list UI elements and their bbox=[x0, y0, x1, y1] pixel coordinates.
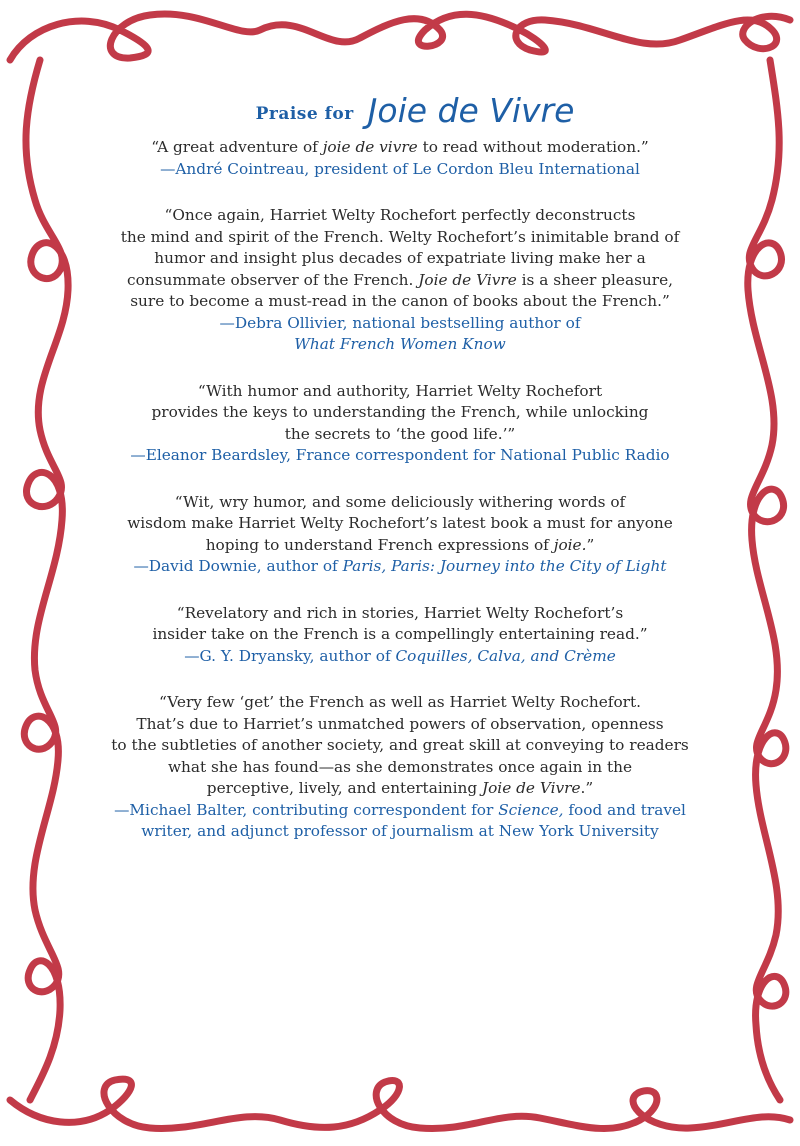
praise-page bbox=[100, 88, 700, 868]
blurb-quote bbox=[100, 381, 700, 446]
blurb-cointreau bbox=[100, 137, 700, 180]
quote-line: “Once again, Harriet Welty Rochefort perfectly deconstructs bbox=[164, 206, 636, 224]
quote-line: “Wit, wry humor, and some deliciously withering words of bbox=[174, 492, 626, 511]
quote-line: the mind and spirit of the French. Welty Rochefort’s inimitable brand of bbox=[120, 227, 680, 246]
quote-line: to the subtleties of another society, and great skill at conveying to readers bbox=[111, 736, 689, 754]
heading-lead: Praise for bbox=[255, 104, 354, 124]
blurb-quote bbox=[100, 692, 700, 800]
quote-line: hoping to understand French expressions of joie.” bbox=[205, 535, 595, 554]
blurb-quote bbox=[100, 205, 700, 313]
blurb-ollivier bbox=[100, 205, 700, 356]
quote-line: “A great adventure of joie de vivre to read without moderation.” bbox=[151, 138, 649, 156]
quote-line: “Very few ‘get’ the French as well as Harriet Welty Rochefort. bbox=[159, 693, 641, 711]
attribution-line: —Michael Balter, contributing correspondent for Science, food and travel bbox=[114, 800, 686, 819]
blurb-dryansky bbox=[100, 603, 700, 668]
blurb-quote bbox=[100, 603, 700, 646]
attribution-line: writer, and adjunct professor of journalism at New York University bbox=[141, 822, 659, 840]
quote-line: humor and insight plus decades of expatriate living make her a bbox=[154, 249, 646, 267]
blurb-quote bbox=[100, 492, 700, 557]
blurb-balter bbox=[100, 692, 700, 843]
blurb-attribution bbox=[100, 556, 700, 578]
quote-line: the secrets to ‘the good life.’” bbox=[284, 424, 516, 443]
quote-line: “With humor and authority, Harriet Welty Rochefort bbox=[197, 381, 603, 400]
blurb-beardsley bbox=[100, 381, 700, 467]
attribution-line: —Eleanor Beardsley, France correspondent for National Public Radio bbox=[130, 446, 670, 464]
quote-line: wisdom make Harriet Welty Rochefort’s latest book a must for anyone bbox=[127, 514, 673, 532]
blurb-downie bbox=[100, 492, 700, 578]
attribution-line: —G. Y. Dryansky, author of Coquilles, Calva, and Crème bbox=[184, 646, 616, 665]
attribution-line: —André Cointreau, president of Le Cordon Bleu International bbox=[160, 159, 640, 178]
blurb-attribution bbox=[100, 646, 700, 668]
quote-line: sure to become a must-read in the canon of books about the French.” bbox=[130, 292, 670, 310]
quote-line: “Revelatory and rich in stories, Harriet Welty Rochefort’s bbox=[176, 603, 624, 622]
page-heading bbox=[100, 88, 700, 130]
quote-line: insider take on the French is a compellingly entertaining read.” bbox=[152, 625, 648, 643]
quote-line: consummate observer of the French. Joie de Vivre is a sheer pleasure, bbox=[127, 270, 673, 289]
attribution-line: What French Women Know bbox=[294, 335, 506, 353]
heading-title: Joie de Vivre bbox=[367, 91, 575, 130]
quote-line: That’s due to Harriet’s unmatched powers of observation, openness bbox=[136, 714, 664, 733]
attribution-line: —Debra Ollivier, national bestselling author of bbox=[219, 313, 581, 332]
blurb-attribution bbox=[100, 159, 700, 181]
attribution-line: —David Downie, author of Paris, Paris: Journey into the City of Light bbox=[133, 557, 667, 575]
blurb-attribution bbox=[100, 313, 700, 356]
quote-line: what she has found—as she demonstrates once again in the bbox=[167, 757, 633, 776]
quote-line: perceptive, lively, and entertaining Joie de Vivre.” bbox=[206, 779, 594, 797]
blurb-attribution bbox=[100, 800, 700, 843]
blurb-attribution bbox=[100, 445, 700, 467]
blurb-quote bbox=[100, 137, 700, 159]
quote-line: provides the keys to understanding the French, while unlocking bbox=[151, 403, 649, 421]
